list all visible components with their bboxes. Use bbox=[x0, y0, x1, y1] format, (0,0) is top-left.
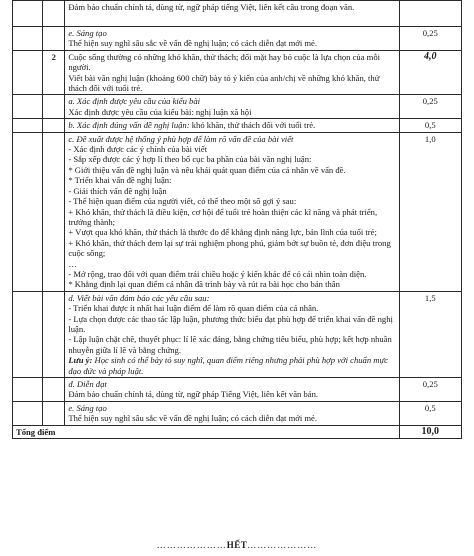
table-row bbox=[13, 378, 462, 402]
criteria-line: + Vượt qua khó khăn, thử thách là thước đo để khẳng định năng lực, bản lĩnh của tuổi trẻ; bbox=[68, 227, 377, 238]
table-row bbox=[13, 401, 462, 425]
criteria-line: - Lựa chọn được các thao tác lập luận, phương thức biểu đạt phù hợp để triển khai vấn đề nghị luận. bbox=[68, 313, 393, 334]
score-cell bbox=[399, 1, 461, 27]
score-cell: 0,25 bbox=[399, 95, 461, 119]
criteria-line: + Khó khăn, thử thách đem lại sự trải nghiệm phong phú, giảm bớt sự buồn tẻ, đơn điệu trong cuộc sống; bbox=[68, 237, 391, 259]
criteria-line: Viết bài văn nghị luận (khoảng 600 chữ) bày tỏ ý kiến của anh/chị về những khó khăn, thử thách đối với tuổi trẻ. bbox=[68, 72, 380, 94]
section-cell bbox=[13, 1, 43, 27]
criteria-cell bbox=[65, 132, 399, 291]
question-number bbox=[43, 1, 65, 27]
score-cell: 0,25 bbox=[399, 378, 461, 402]
criteria-line: * Triển khai vấn đề nghị luận: bbox=[68, 175, 172, 186]
question-number bbox=[43, 95, 65, 119]
criteria-line: Cuộc sống thường có những khó khăn, thử thách; đối mặt hay bỏ cuộc là lựa chọn của mỗi người. bbox=[68, 51, 381, 73]
table-row bbox=[13, 27, 462, 51]
table-row bbox=[13, 132, 462, 291]
criteria-line: Đảm bảo chuẩn chính tả, dùng từ, ngữ pháp Tiếng Việt, liên kết văn bản. bbox=[68, 389, 319, 400]
criteria-heading: e. Sáng tạo bbox=[68, 402, 107, 413]
section-cell bbox=[13, 119, 43, 132]
section-cell bbox=[13, 132, 43, 291]
criteria-line: - Lập luận chặt chẽ, thuyết phục: lí lẽ xác đáng, bằng chứng tiêu biểu, phù hợp; kết hợp nhuần nhuyễn giữa lí lẽ và bằng chứng. bbox=[68, 334, 392, 355]
criteria-line: … bbox=[68, 258, 77, 269]
criteria-line: - Xác định được các ý chính của bài viết bbox=[68, 144, 208, 155]
criteria-line: khó khăn, thử thách đối với tuổi trẻ. bbox=[189, 120, 316, 131]
score-cell: 1,5 bbox=[399, 291, 461, 377]
note-text: Học sinh có thể bày tỏ suy nghĩ, quan điểm riêng nhưng phải phù hợp với chuẩn mực đạo đức và pháp luật. bbox=[68, 355, 388, 376]
criteria-heading: e. Sáng tạo bbox=[68, 28, 107, 38]
criteria-line: - Thể hiện quan điểm của người viết, có thể theo một số gợi ý sau: bbox=[68, 196, 297, 207]
criteria-line: Đảm bảo chuẩn chính tả, dùng từ, ngữ pháp tiếng Việt, liên kết câu trong đoạn văn. bbox=[68, 2, 355, 12]
criteria-line: * Giới thiệu vấn đề nghị luận và nêu khái quát quan điểm của cá nhân về vấn đề. bbox=[68, 164, 346, 175]
table-row bbox=[13, 95, 462, 119]
score-cell: 0,5 bbox=[399, 401, 461, 425]
criteria-cell bbox=[65, 291, 399, 377]
criteria-heading: d. Viết bài văn đảm bảo các yêu cầu sau: bbox=[68, 292, 210, 303]
criteria-heading: a. Xác định được yêu cầu của kiểu bài bbox=[68, 96, 201, 107]
total-label: Tổng điểm bbox=[13, 425, 400, 438]
score-cell: 0,5 bbox=[399, 119, 461, 132]
criteria-cell bbox=[65, 27, 399, 51]
end-marker bbox=[0, 540, 474, 550]
note-label: Lưu ý: bbox=[68, 355, 93, 366]
criteria-cell bbox=[65, 378, 399, 402]
table-row bbox=[13, 1, 462, 27]
criteria-cell bbox=[65, 119, 399, 132]
criteria-cell bbox=[65, 1, 399, 27]
question-number: 2 bbox=[43, 50, 65, 95]
criteria-line: - Triển khai được ít nhất hai luận điểm để làm rõ quan điểm của cá nhân. bbox=[68, 303, 319, 314]
criteria-line: - Giải thích vấn đề nghị luận bbox=[68, 185, 167, 196]
criteria-line: - Mở rộng, trao đổi với quan điểm trái chiều hoặc ý kiến khác để có cái nhìn toàn diện. bbox=[68, 268, 367, 279]
question-number bbox=[43, 132, 65, 291]
question-number bbox=[43, 27, 65, 51]
criteria-cell bbox=[65, 95, 399, 119]
score-cell: 0,25 bbox=[399, 27, 461, 51]
criteria-heading: b. Xác định đúng vấn đề nghị luận: bbox=[68, 120, 190, 131]
score-cell: 1,0 bbox=[399, 132, 461, 291]
section-cell bbox=[13, 291, 43, 377]
criteria-line: - Sắp xếp được các ý hợp lí theo bố cục ba phần của bài văn nghị luận: bbox=[68, 154, 312, 165]
table-row bbox=[13, 291, 462, 377]
criteria-line: + Khó khăn, thử thách là điều kiện, cơ hội để tuổi trẻ hoàn thiện các kĩ năng và phát triển, trưởng thành; bbox=[68, 206, 378, 227]
question-number bbox=[43, 291, 65, 377]
table-row bbox=[13, 50, 462, 95]
footer-dots-right: ………………… bbox=[247, 540, 318, 550]
criteria-line: Thể hiện suy nghĩ sâu sắc về vấn đề nghị luận; có cách diễn đạt mới mẻ. bbox=[68, 38, 318, 49]
question-number bbox=[43, 401, 65, 425]
criteria-cell bbox=[65, 50, 399, 95]
question-number bbox=[43, 378, 65, 402]
criteria-cell bbox=[65, 401, 399, 425]
footer-dots-left: ………………… bbox=[156, 540, 227, 550]
score-cell: 4,0 bbox=[399, 50, 461, 95]
question-number bbox=[43, 119, 65, 132]
criteria-heading: c. Đề xuất được hệ thống ý phù hợp để làm rõ vấn đề của bài viết bbox=[68, 133, 294, 144]
criteria-line: Xác định được yêu cầu của kiểu bài: nghị luận xã hội bbox=[68, 106, 252, 117]
footer-text: HẾT bbox=[226, 540, 248, 550]
section-cell bbox=[13, 95, 43, 119]
total-row bbox=[13, 425, 462, 438]
section-cell bbox=[13, 27, 43, 51]
section-cell bbox=[13, 50, 43, 95]
section-cell bbox=[13, 401, 43, 425]
grading-table bbox=[12, 0, 462, 439]
criteria-heading: đ. Diễn đạt bbox=[68, 379, 107, 389]
section-cell bbox=[13, 378, 43, 402]
total-score: 10,0 bbox=[399, 425, 461, 438]
criteria-line: Thể hiện suy nghĩ sâu sắc về vấn đề nghị luận; có cách diễn đạt mới mẻ. bbox=[68, 413, 318, 424]
table-row bbox=[13, 119, 462, 132]
criteria-line: * Khẳng định lại quan điểm cá nhân đã trình bày và rút ra bài học cho bản thân bbox=[68, 279, 340, 290]
